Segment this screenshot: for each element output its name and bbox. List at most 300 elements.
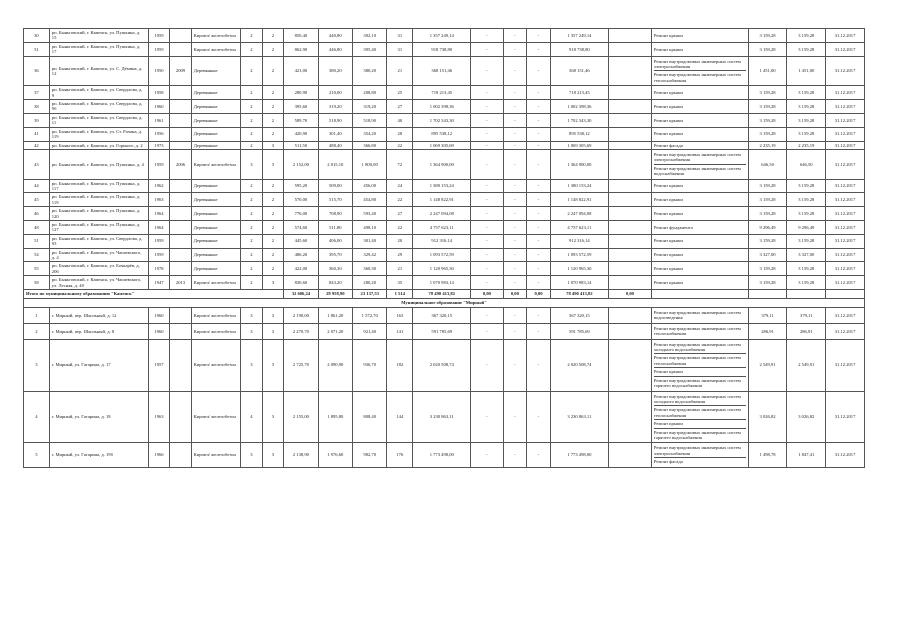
residential-area: 921,40	[353, 323, 387, 339]
address-cell: рп. Быньговский, г. Каменск, ул. Чапаевского, ул. Лесная, д. 40	[49, 276, 148, 290]
floors: 3	[241, 443, 263, 467]
table-total-kamensk	[24, 290, 865, 308]
entrances: 2	[262, 29, 284, 43]
residential-area: 456,00	[353, 179, 387, 193]
total-c6: 0,00	[608, 290, 651, 299]
empty-cell	[608, 193, 651, 207]
address-cell: рп. Быньговский, г. Каменск, ул. Бочкарёв, д. 206	[49, 262, 148, 276]
residential-area: 208,80	[353, 86, 387, 100]
last-repair-year: 2013	[170, 276, 192, 290]
residential-area: 280,20	[353, 276, 387, 290]
max-unit-cost: 3 159,28	[787, 100, 826, 114]
address-cell: рп. Быньговский, г. Каменск, ул. Ст. Разина, д. 119	[49, 127, 148, 141]
entrances: 2	[262, 56, 284, 86]
total-area: 280,90	[284, 86, 318, 100]
max-unit-cost: 3 159,28	[787, 127, 826, 141]
build-year: 1960	[148, 323, 170, 339]
build-year: 1962	[148, 179, 170, 193]
entrances: 3	[262, 149, 284, 179]
max-unit-cost: 379,11	[787, 308, 826, 324]
unit-cost: 2 549,91	[748, 339, 787, 391]
completion-date: 31.12.2017	[826, 56, 865, 86]
living-area: 1 976,60	[318, 443, 352, 467]
residents-count: 72	[387, 149, 413, 179]
work-type: Ремонт внутридомовых инженерных систем теплоснабжения	[653, 325, 741, 337]
total-area-living: 29 958,90	[318, 290, 352, 299]
total-area: 420,90	[284, 127, 318, 141]
residential-area: 354,20	[353, 127, 387, 141]
max-unit-cost: 3 159,28	[787, 207, 826, 221]
wall-material: Деревянные	[191, 127, 240, 141]
table-row	[24, 141, 865, 149]
total-cost: 912 316,14	[413, 234, 471, 248]
empty-cell	[608, 443, 651, 467]
build-year: 1966	[148, 443, 170, 467]
total-cost: 2 247 094,08	[413, 207, 471, 221]
total-area: 595,20	[284, 179, 318, 193]
residents-count: 27	[387, 207, 413, 221]
last-repair-year	[170, 443, 192, 467]
fund-cost: -	[471, 339, 503, 391]
completion-date: 31.12.2017	[826, 207, 865, 221]
entrances: 2	[262, 113, 284, 127]
empty-cell	[608, 56, 651, 86]
max-unit-cost: 3 159,28	[787, 42, 826, 56]
build-year: 1963	[148, 193, 170, 207]
total-cost: 1 069 305,69	[413, 141, 471, 149]
regional-cost: -	[503, 127, 527, 141]
entrances: 2	[262, 248, 284, 262]
regional-cost: -	[503, 262, 527, 276]
work-type: Ремонт внутридомовых инженерных систем электроснабжения	[654, 151, 746, 165]
row-number: 38	[24, 100, 50, 114]
unit-cost: 3 159,28	[748, 262, 787, 276]
entrances: 2	[262, 127, 284, 141]
owners-cost: 912 316,14	[550, 234, 608, 248]
residential-area: 498,10	[353, 220, 387, 234]
living-area: 319,20	[318, 100, 352, 114]
total-area: 850,40	[284, 29, 318, 43]
max-unit-cost: 286,91	[787, 323, 826, 339]
local-cost: -	[527, 149, 551, 179]
work-type: Ремонт внутридомовых инженерных систем горячего водоснабжения	[653, 377, 741, 389]
floors: 2	[241, 42, 263, 56]
residential-area: 982,70	[353, 443, 387, 467]
total-residents: 1 514	[387, 290, 413, 299]
address-cell: рп. Быньговский, г. Каменск, ул. Пушкина, д. 119	[49, 193, 148, 207]
wall-material: Кирпич/ железобетон	[191, 443, 240, 467]
residential-area: 395,40	[353, 42, 387, 56]
work-type: Ремонт внутридомовых инженерных систем холодного водоснабжения	[654, 393, 746, 407]
works-cell	[651, 149, 748, 179]
total-label: Итого по муниципальному образованию "Каменск"	[24, 290, 284, 299]
empty-cell	[608, 127, 651, 141]
works-cell: Ремонт крыши	[651, 100, 748, 114]
owners-cost: 1 364 900,00	[550, 149, 608, 179]
last-repair-year: 2009	[170, 56, 192, 86]
last-repair-year	[170, 323, 192, 339]
wall-material: Деревянные	[191, 179, 240, 193]
completion-date: 31.12.2017	[826, 113, 865, 127]
table-row	[24, 443, 865, 467]
work-type: Ремонт внутридомовых инженерных систем горячего водоснабжения	[653, 429, 741, 440]
works-cell: Ремонт крыши	[651, 262, 748, 276]
work-type: Ремонт внутридомовых инженерных систем теплоснабжения	[654, 406, 746, 420]
empty-cell	[608, 141, 651, 149]
total-area: 2 155,00	[284, 391, 318, 443]
completion-date: 31.12.2017	[826, 276, 865, 290]
entrances: 3	[262, 141, 284, 149]
living-area: 395,70	[318, 248, 352, 262]
residential-area: 1 800,00	[353, 149, 387, 179]
local-cost: -	[527, 141, 551, 149]
max-unit-cost: 1 451,00	[787, 56, 826, 86]
build-year: 1959	[148, 248, 170, 262]
total-cost: 368 151,46	[413, 56, 471, 86]
owners-cost: 1 380 153,24	[550, 179, 608, 193]
empty-cell	[608, 276, 651, 290]
living-area: 2 071,20	[318, 323, 352, 339]
build-year: 1950	[148, 56, 170, 86]
table-row	[24, 339, 865, 391]
unit-cost: 3 159,28	[748, 113, 787, 127]
row-number: 1	[24, 308, 50, 324]
table-row	[24, 323, 865, 339]
unit-cost: 3 159,28	[748, 179, 787, 193]
address-cell: рп. Быньговский, г. Каменск, ул. Свердлова, д. 9	[49, 86, 148, 100]
fund-cost: -	[471, 42, 503, 56]
local-cost: -	[527, 42, 551, 56]
row-number: 45	[24, 193, 50, 207]
build-year: 1973	[148, 141, 170, 149]
work-type: Ремонт внутридомовых инженерных систем водоснабжения	[653, 165, 741, 177]
empty-cell	[608, 391, 651, 443]
address-cell: г. Мирный, ул. Гагарина, д. 19б	[49, 443, 148, 467]
living-area: 515,70	[318, 193, 352, 207]
address-cell: рп. Быньговский, г. Каменск, ул. Чапаевского, д. 4	[49, 248, 148, 262]
floors: 2	[241, 193, 263, 207]
empty-cell	[608, 207, 651, 221]
wall-material: Деревянные	[191, 141, 240, 149]
residents-count: 21	[387, 262, 413, 276]
living-area: 406,00	[318, 234, 352, 248]
table-row	[24, 113, 865, 127]
capital-repair-register-table	[23, 28, 865, 468]
completion-date: 31.12.2017	[826, 443, 865, 467]
wall-material: Кирпич/ железобетон	[191, 391, 240, 443]
table-body-kamensk	[24, 29, 865, 290]
last-repair-year	[170, 234, 192, 248]
regional-cost: -	[503, 193, 527, 207]
completion-date: 31.12.2017	[826, 193, 865, 207]
residents-count: 141	[387, 323, 413, 339]
living-area: 843,20	[318, 276, 352, 290]
wall-material: Деревянные	[191, 262, 240, 276]
residents-count: 40	[387, 113, 413, 127]
owners-cost: 1 148 822,91	[550, 193, 608, 207]
work-type: Ремонт внутридомовых инженерных систем теплоснабжения	[654, 354, 746, 368]
living-area: 488,40	[318, 141, 352, 149]
build-year: 1960	[148, 308, 170, 324]
max-unit-cost: 1 847,41	[787, 443, 826, 467]
build-year: 1964	[148, 207, 170, 221]
fund-cost: -	[471, 443, 503, 467]
last-repair-year	[170, 220, 192, 234]
wall-material: Деревянные	[191, 56, 240, 86]
residential-area: 936,70	[353, 339, 387, 391]
unit-cost: 3 159,28	[748, 193, 787, 207]
works-cell	[651, 308, 748, 324]
work-type: Ремонт крыши	[654, 420, 746, 428]
regional-cost: -	[503, 234, 527, 248]
owners-cost: 2 020 508,74	[550, 339, 608, 391]
local-cost: -	[527, 127, 551, 141]
unit-cost: 3 159,28	[748, 42, 787, 56]
total-c2: 0,00	[503, 290, 527, 299]
build-year: 1978	[148, 262, 170, 276]
total-cost: 591 785,69	[413, 323, 471, 339]
fund-cost: -	[471, 113, 503, 127]
total-cost: 1 120 965,30	[413, 262, 471, 276]
build-year: 1958	[148, 86, 170, 100]
residential-area: 319,20	[353, 100, 387, 114]
table-row	[24, 276, 865, 290]
residential-area: 518,90	[353, 113, 387, 127]
local-cost: -	[527, 193, 551, 207]
regional-cost: -	[503, 86, 527, 100]
floors: 2	[241, 248, 263, 262]
table-row	[24, 149, 865, 179]
unit-cost: 1 498,78	[748, 443, 787, 467]
owners-cost: 1 120 965,30	[550, 262, 608, 276]
local-cost: -	[527, 323, 551, 339]
residential-area: 329,42	[353, 248, 387, 262]
completion-date: 31.12.2017	[826, 100, 865, 114]
unit-cost: 3 026,82	[748, 391, 787, 443]
works-cell: Ремонт крыши	[651, 234, 748, 248]
table-row	[24, 308, 865, 324]
last-repair-year	[170, 179, 192, 193]
build-year: 1956	[148, 127, 170, 141]
owners-cost: 1 357 249,14	[550, 29, 608, 43]
fund-cost: -	[471, 262, 503, 276]
living-area: 511,80	[318, 220, 352, 234]
works-cell	[651, 323, 748, 339]
floors: 3	[241, 339, 263, 391]
residents-count: 22	[387, 220, 413, 234]
last-repair-year: 2006	[170, 149, 192, 179]
total-area: 2 138,90	[284, 443, 318, 467]
fund-cost: -	[471, 220, 503, 234]
total-area: 776,00	[284, 207, 318, 221]
last-repair-year	[170, 141, 192, 149]
fund-cost: -	[471, 391, 503, 443]
build-year: 1959	[148, 42, 170, 56]
work-type: Ремонт внутридомовых инженерных систем электроснабжения	[654, 58, 746, 72]
works-cell	[651, 391, 748, 443]
works-cell: Ремонт крыши	[651, 179, 748, 193]
entrances: 2	[262, 220, 284, 234]
table-row	[24, 29, 865, 43]
residents-count: 182	[387, 339, 413, 391]
wall-material: Кирпич/ железобетон	[191, 29, 240, 43]
fund-cost: -	[471, 29, 503, 43]
build-year: 1959	[148, 149, 170, 179]
works-cell: Ремонт фасада	[651, 141, 748, 149]
completion-date: 31.12.2017	[826, 86, 865, 100]
max-unit-cost: 3 159,28	[787, 193, 826, 207]
local-cost: -	[527, 262, 551, 276]
unit-cost: 3 159,28	[748, 29, 787, 43]
total-area: 2 190,00	[284, 308, 318, 324]
address-cell: рп. Быньговский, г. Каменск, ул. Пушкина, д. 127	[49, 220, 148, 234]
local-cost: -	[527, 391, 551, 443]
living-area: 1 895,80	[318, 391, 352, 443]
build-year: 1961	[148, 113, 170, 127]
residential-area: 392,10	[353, 29, 387, 43]
entrances: 3	[262, 323, 284, 339]
row-number: 37	[24, 86, 50, 100]
max-unit-cost: 646,50	[787, 149, 826, 179]
floors: 2	[241, 207, 263, 221]
address-cell: г. Мирный, пер. Школьный, д. 8	[49, 323, 148, 339]
row-number: 55	[24, 262, 50, 276]
total-area: 445,60	[284, 234, 318, 248]
unit-cost: 3 159,28	[748, 276, 787, 290]
fund-cost: -	[471, 56, 503, 86]
empty-cell	[608, 149, 651, 179]
regional-cost: -	[503, 141, 527, 149]
living-area: 440,80	[318, 29, 352, 43]
build-year: 1959	[148, 234, 170, 248]
fund-cost: -	[471, 100, 503, 114]
fund-cost: -	[471, 248, 503, 262]
residents-count: 35	[387, 276, 413, 290]
wall-material: Деревянные	[191, 248, 240, 262]
local-cost: -	[527, 207, 551, 221]
entrances: 3	[262, 391, 284, 443]
last-repair-year	[170, 193, 192, 207]
wall-material: Деревянные	[191, 193, 240, 207]
entrances: 2	[262, 234, 284, 248]
regional-cost: -	[503, 207, 527, 221]
max-unit-cost: 3 159,28	[787, 113, 826, 127]
unit-cost: 2 235,19	[748, 141, 787, 149]
owners-cost: 367 320,15	[550, 308, 608, 324]
floors: 2	[241, 234, 263, 248]
table-row	[24, 42, 865, 56]
address-cell: рп. Быньговский, г. Каменск, ул. Пушкина, д. 120	[49, 207, 148, 221]
works-cell	[651, 443, 748, 467]
owners-cost: 1 070 983,14	[550, 276, 608, 290]
completion-date: 31.12.2017	[826, 308, 865, 324]
local-cost: -	[527, 113, 551, 127]
unit-cost: 3 159,28	[748, 127, 787, 141]
floors: 2	[241, 276, 263, 290]
row-number: 48	[24, 220, 50, 234]
total-area-res: 23 137,53	[353, 290, 387, 299]
residents-count: 176	[387, 443, 413, 467]
completion-date: 31.12.2017	[826, 42, 865, 56]
residents-count: 22	[387, 193, 413, 207]
regional-cost: -	[503, 42, 527, 56]
owners-cost: 718 213,45	[550, 86, 608, 100]
build-year: 1964	[148, 220, 170, 234]
floors: 3	[241, 308, 263, 324]
fund-cost: -	[471, 234, 503, 248]
total-row	[24, 290, 865, 299]
row-number: 46	[24, 207, 50, 221]
wall-material: Деревянные	[191, 113, 240, 127]
completion-date: 31.12.2017	[826, 339, 865, 391]
floors: 2	[241, 56, 263, 86]
regional-cost: -	[503, 443, 527, 467]
address-cell: г. Мирный, пер. Школьный, д. 12	[49, 308, 148, 324]
work-type: Ремонт крыши	[654, 368, 746, 376]
regional-cost: -	[503, 323, 527, 339]
row-number: 30	[24, 29, 50, 43]
living-area: 380,20	[318, 56, 352, 86]
row-number: 51	[24, 234, 50, 248]
living-area: 2 015,10	[318, 149, 352, 179]
residents-count: 31	[387, 42, 413, 56]
fund-cost: -	[471, 141, 503, 149]
max-unit-cost: 3 159,28	[787, 262, 826, 276]
table-row	[24, 179, 865, 193]
total-cost: 918 738,80	[413, 42, 471, 56]
max-unit-cost: 3 026,82	[787, 391, 826, 443]
address-cell: рп. Быньговский, г. Каменск, ул. С. Дёмина, д. 12	[49, 56, 148, 86]
total-area: 486,20	[284, 248, 318, 262]
empty-cell	[608, 308, 651, 324]
regional-cost: -	[503, 56, 527, 86]
works-cell	[651, 339, 748, 391]
entrances: 2	[262, 179, 284, 193]
total-c5: 78 490 413,82	[550, 290, 608, 299]
living-area: 301,40	[318, 127, 352, 141]
completion-date: 31.12.2017	[826, 248, 865, 262]
unit-cost: 9 296,49	[748, 220, 787, 234]
owners-cost: 2 247 094,08	[550, 207, 608, 221]
works-cell: Ремонт крыши	[651, 193, 748, 207]
total-cost: 1 070 983,14	[413, 276, 471, 290]
wall-material: Деревянные	[191, 100, 240, 114]
residential-area: 366,80	[353, 141, 387, 149]
empty-cell	[608, 262, 651, 276]
entrances: 2	[262, 262, 284, 276]
unit-cost: 3 159,28	[748, 100, 787, 114]
last-repair-year	[170, 339, 192, 391]
empty-cell	[608, 179, 651, 193]
last-repair-year	[170, 29, 192, 43]
table-body-mirny	[24, 308, 865, 468]
wall-material: Кирпич/ железобетон	[191, 308, 240, 324]
empty-cell	[608, 42, 651, 56]
address-cell: рп. Быньговский, г. Каменск, ул. Пушкина, д. 17	[49, 42, 148, 56]
max-unit-cost: 3 159,28	[787, 234, 826, 248]
last-repair-year	[170, 262, 192, 276]
residential-area: 360,30	[353, 262, 387, 276]
floors: 2	[241, 86, 263, 100]
total-cost: 1 002 398,36	[413, 100, 471, 114]
row-number: 4	[24, 391, 50, 443]
wall-material: Кирпич/ железобетон	[191, 339, 240, 391]
residents-count: 20	[387, 234, 413, 248]
empty-cell	[608, 113, 651, 127]
regional-cost: -	[503, 149, 527, 179]
row-number: 5	[24, 443, 50, 467]
address-cell: г. Мирный, ул. Гагарина, д. 17	[49, 339, 148, 391]
